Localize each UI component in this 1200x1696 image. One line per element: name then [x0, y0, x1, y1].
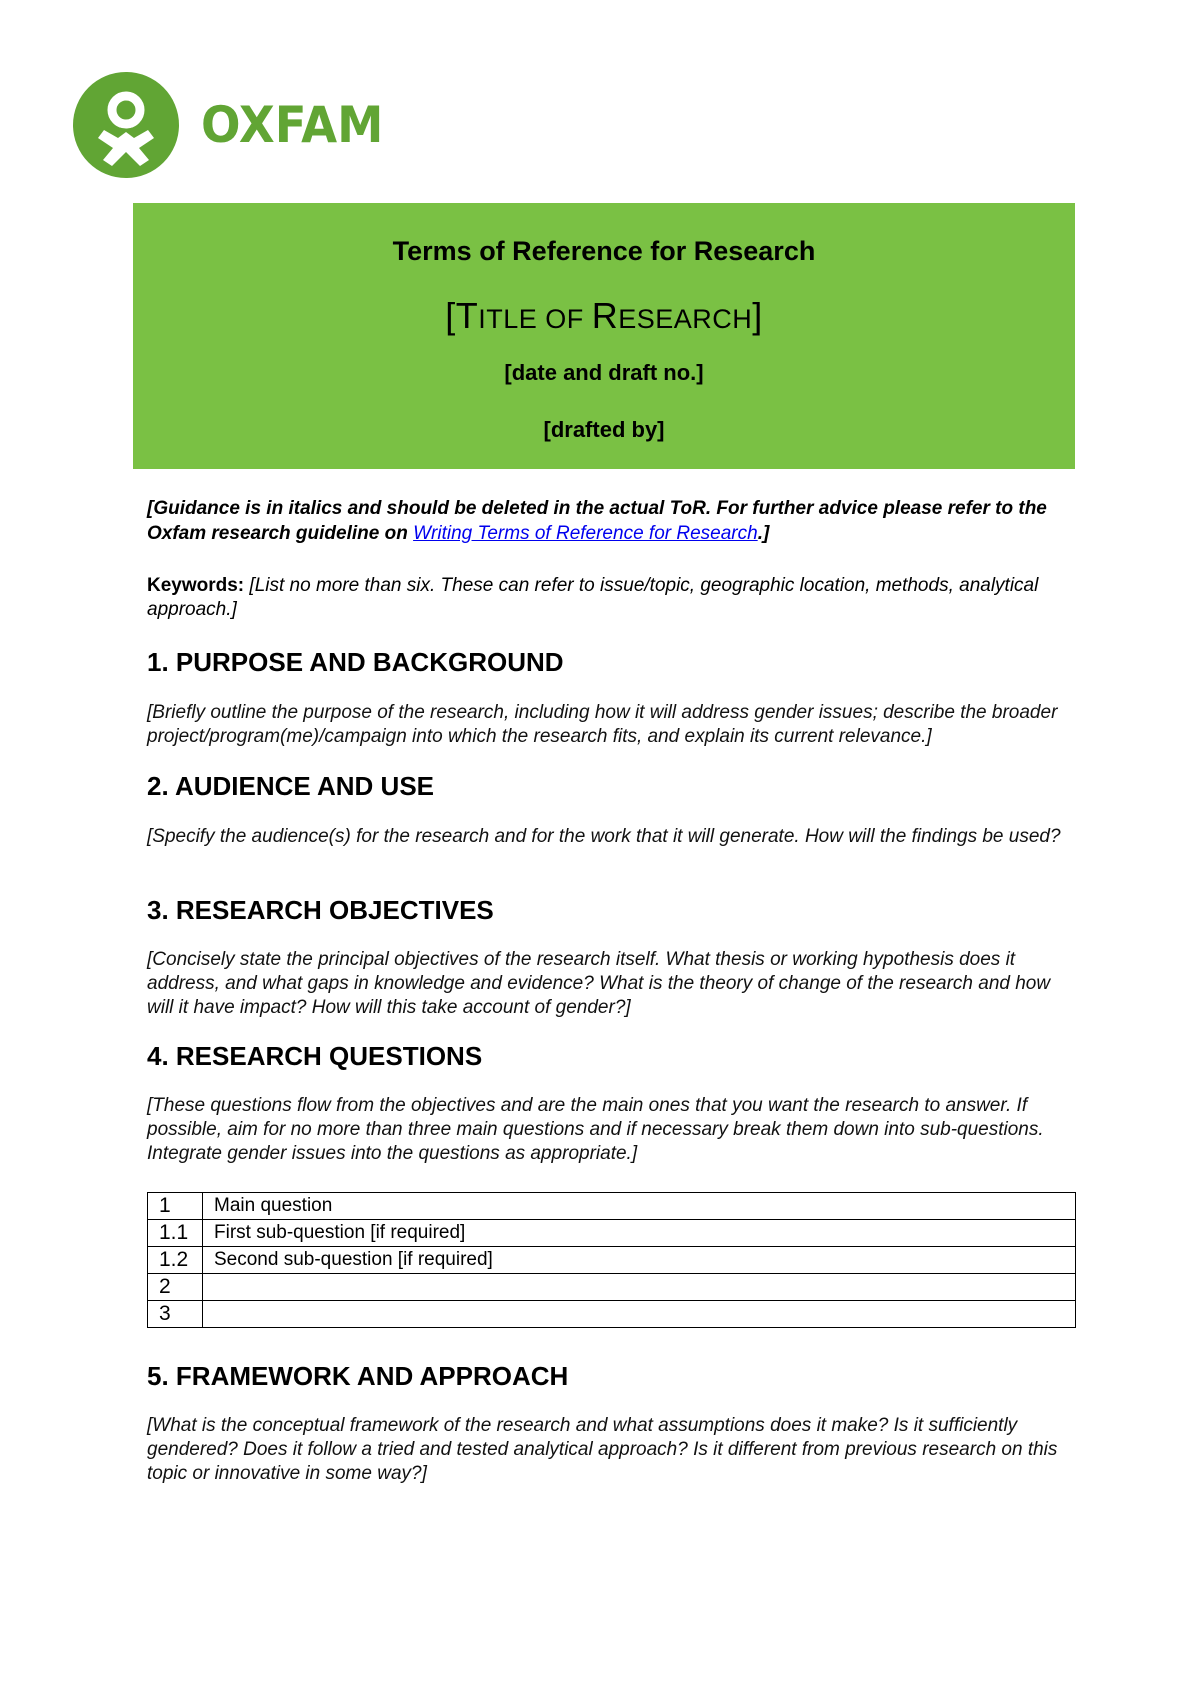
title-bracket-close: ]: [752, 295, 763, 336]
question-text[interactable]: Main question: [203, 1193, 1076, 1220]
section-heading-questions: 4. RESEARCH QUESTIONS: [147, 1041, 483, 1071]
question-number: 1: [148, 1193, 203, 1220]
drafted-by: [drafted by]: [543, 417, 665, 442]
question-text[interactable]: Second sub-question [if required]: [203, 1247, 1076, 1274]
title-banner: [133, 203, 1075, 469]
oxfam-logo: [73, 72, 397, 178]
question-number: 3: [148, 1301, 203, 1328]
section-heading-purpose: 1. PURPOSE AND BACKGROUND: [147, 647, 564, 677]
section-hint-audience: [Specify the audience(s) for the research and for the work that it will generate. How will the findings be used?: [147, 826, 1061, 847]
table-row: [148, 1247, 1076, 1274]
guidance-note: [147, 496, 1065, 546]
date-draft: [date and draft no.]: [504, 360, 704, 385]
question-number: 1.2: [148, 1247, 203, 1274]
title-esearch: ESEARCH: [618, 304, 753, 334]
question-text[interactable]: First sub-question [if required]: [203, 1220, 1076, 1247]
oxfam-figure-icon: [73, 72, 179, 178]
intro-block: [147, 496, 1065, 622]
keywords-hint: [List no more than six. These can refer to issue/topic, geographic location, methods, analytical approach.]: [147, 575, 1039, 620]
section-hint-framework: [What is the conceptual framework of the research and what assumptions does it make? Is it sufficiently gendered? Does it follow a tried and tested analytical approach? Is it different from previous research on this topic or innovative in some way?]: [147, 1415, 1058, 1484]
title-cap-t: T: [455, 295, 479, 336]
table-row: [148, 1193, 1076, 1220]
section-heading-objectives: 3. RESEARCH OBJECTIVES: [147, 895, 494, 925]
title-itle: ITLE: [478, 304, 538, 334]
section-heading-framework: 5. FRAMEWORK AND APPROACH: [147, 1361, 569, 1391]
keywords: [147, 574, 1065, 622]
research-questions-table: [147, 1192, 1076, 1328]
section-hint-purpose: [Briefly outline the purpose of the research, including how it will address gender issues; describe the broader project/program(me)/campaign into which the research fits, and explain its current relevance.]: [147, 702, 1058, 747]
section-hint-objectives: [Concisely state the principal objectives of the research itself. What thesis or working hypothesis does it address, and what gaps in knowledge and evidence? What is the theory of change of the research and how will it have impact? How will this take account of gender?]: [147, 949, 1051, 1018]
title-cap-r: R: [591, 295, 619, 336]
guideline-link[interactable]: Writing Terms of Reference for Research: [413, 523, 758, 544]
title-of: OF: [537, 304, 592, 334]
guidance-end: .]: [757, 523, 770, 544]
oxfam-wordmark: OXFAM: [201, 96, 384, 154]
question-number: 2: [148, 1274, 203, 1301]
guidance-text: [Guidance is in italics and should be deleted in the actual ToR. For further advice please refer to the Oxfam research guideline on: [147, 498, 1047, 544]
keywords-label: Keywords:: [147, 575, 245, 596]
research-title: [133, 295, 1075, 337]
table-row: [148, 1301, 1076, 1328]
question-number: 1.1: [148, 1220, 203, 1247]
section-heading-audience: 2. AUDIENCE AND USE: [147, 771, 435, 801]
question-text[interactable]: [203, 1274, 1076, 1301]
document-kicker: Terms of Reference for Research: [392, 236, 816, 266]
section-hint-questions: [These questions flow from the objectives and are the main ones that you want the research to answer. If possible, aim for no more than three main questions and if necessary break them down into sub-questions. Integrate gender issues into the questions as appropriate.]: [147, 1095, 1044, 1164]
title-bracket-open: [: [445, 295, 456, 336]
question-text[interactable]: [203, 1301, 1076, 1328]
table-row: [148, 1274, 1076, 1301]
table-row: [148, 1220, 1076, 1247]
